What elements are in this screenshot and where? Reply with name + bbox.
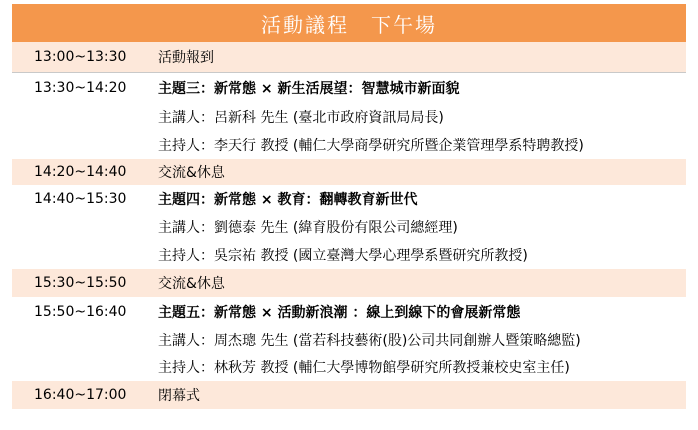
agenda-row-moderator [12, 241, 686, 269]
agenda-row-closing [12, 381, 686, 409]
topic-title: 主題五：新常態 × 活動新浪潮 ：線上到線下的會展新常態 [158, 305, 521, 321]
agenda-row-checkin [12, 42, 686, 72]
moderator-text: 主持人：林秋芳 教授 (輔仁大學博物館學研究所教授兼校史室主任) [158, 360, 570, 376]
agenda-row-topic-3 [12, 73, 686, 103]
moderator-text: 主持人：李天行 教授 (輔仁大學商學研究所暨企業管理學系特聘教授) [158, 138, 584, 154]
agenda-row-topic-4 [12, 185, 686, 213]
moderator-text: 主持人：吳宗祐 教授 (國立臺灣大學心理學系暨研究所教授) [158, 248, 528, 264]
agenda-row-speaker [12, 213, 686, 241]
agenda-row-break [12, 269, 686, 297]
agenda-title: 活動議程 下午場 [12, 4, 686, 42]
row-time: 16:40~17:00 [34, 387, 127, 403]
agenda-row-moderator [12, 353, 686, 381]
row-time: 14:40~15:30 [34, 191, 127, 207]
row-time: 13:00~13:30 [34, 49, 127, 65]
speaker-text: 主講人：呂新科 先生 (臺北市政府資訊局局長) [158, 110, 444, 126]
row-time: 14:20~14:40 [34, 164, 127, 180]
row-text: 活動報到 [158, 50, 214, 66]
speaker-text: 主講人：劉德泰 先生 (緯育股份有限公司總經理) [158, 220, 458, 236]
agenda-row-moderator [12, 131, 686, 159]
row-time: 13:30~14:20 [34, 80, 127, 96]
row-text: 交流&休息 [158, 276, 225, 292]
agenda-row-break [12, 159, 686, 185]
row-text: 閉幕式 [158, 388, 200, 404]
speaker-text: 主講人：周杰璁 先生 (當若科技藝術(股)公司共同創辦人暨策略總監) [158, 333, 581, 349]
row-time: 15:30~15:50 [34, 275, 127, 291]
row-text: 交流&休息 [158, 165, 225, 181]
row-time: 15:50~16:40 [34, 304, 127, 320]
agenda-table [12, 4, 686, 409]
topic-title: 主題三：新常態 × 新生活展望：智慧城市新面貌 [158, 81, 460, 97]
agenda-row-speaker [12, 103, 686, 131]
agenda-row-topic-5 [12, 297, 686, 327]
agenda-row-speaker [12, 327, 686, 353]
topic-title: 主題四：新常態 × 教育：翻轉教育新世代 [158, 192, 418, 208]
